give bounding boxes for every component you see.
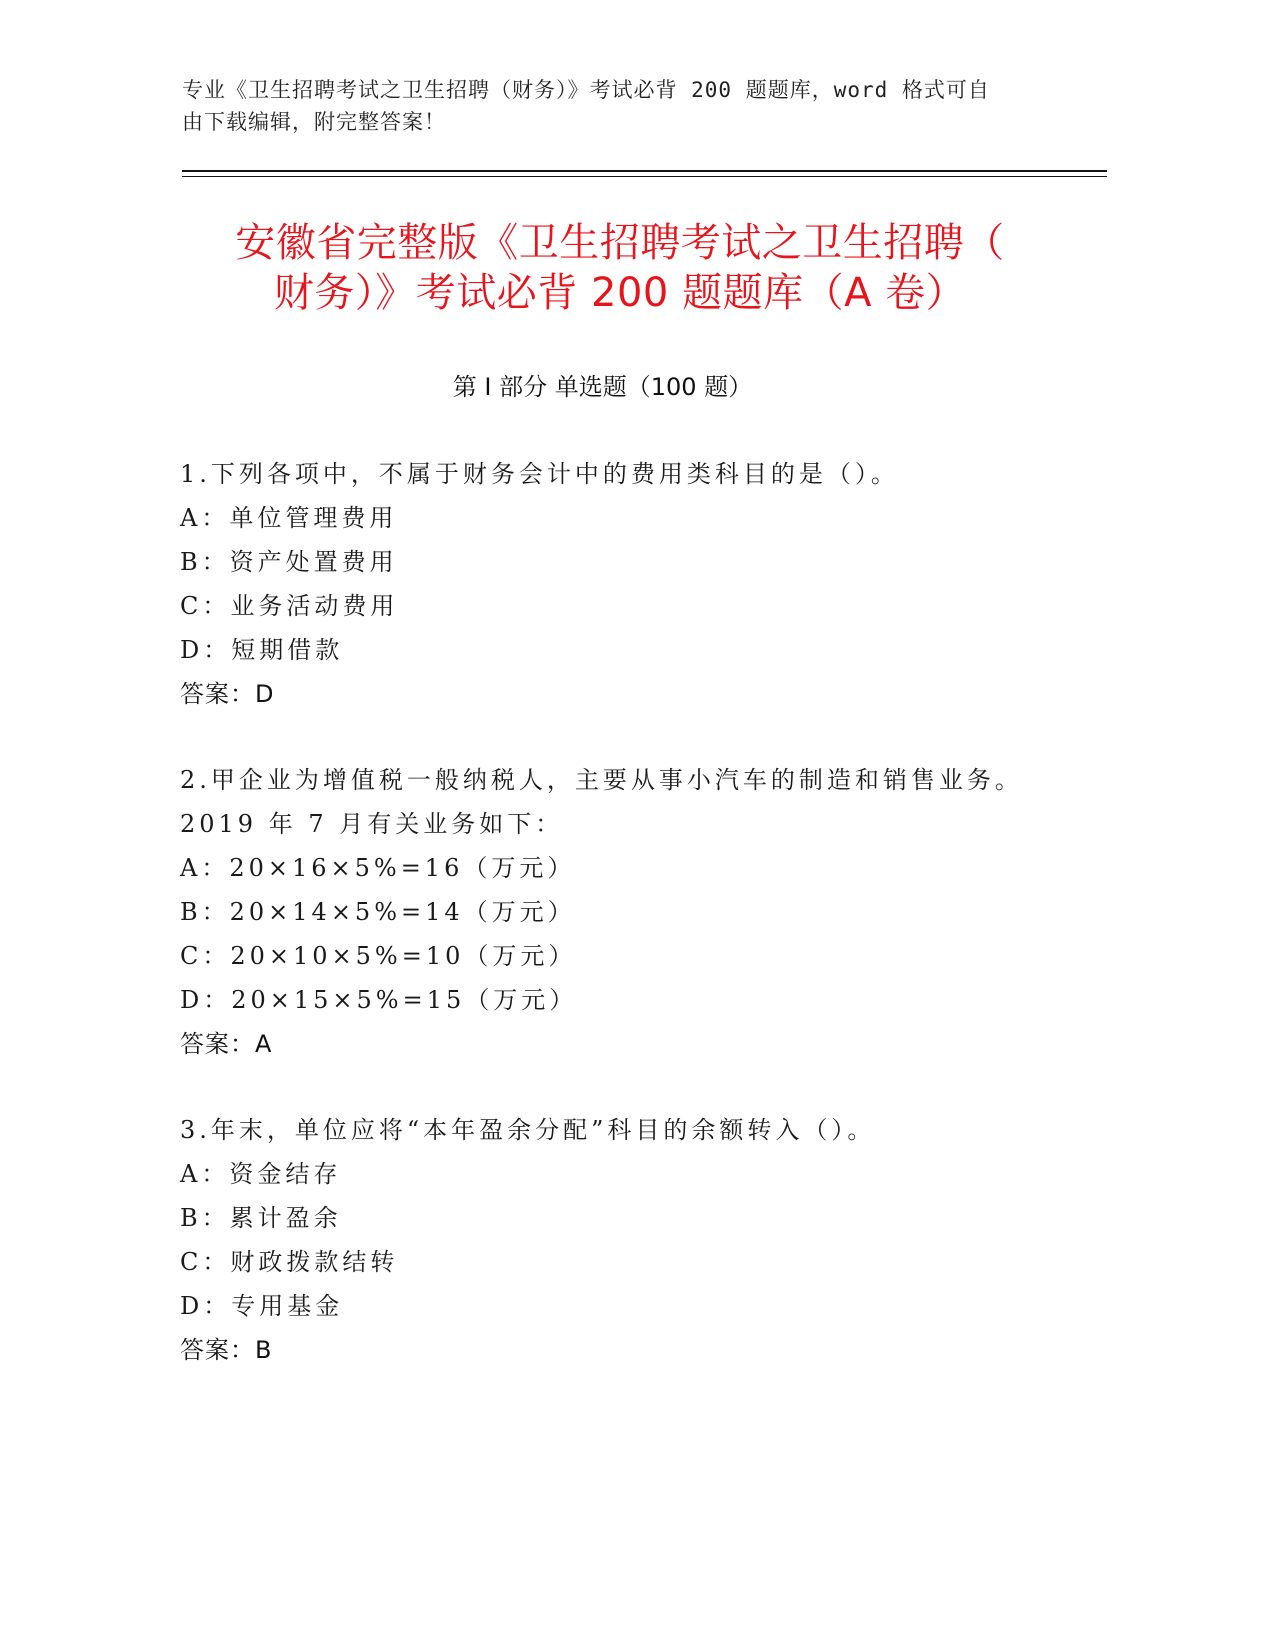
option-a: A：单位管理费用 bbox=[180, 504, 398, 532]
question-list bbox=[180, 452, 1060, 1414]
option-b: B：20×14×5%=14（万元） bbox=[180, 898, 576, 926]
header-note bbox=[182, 74, 1042, 138]
header-note-line-1: 专业《卫生招聘考试之卫生招聘（财务）》考试必背 200 题题库，word 格式可自 bbox=[182, 78, 990, 102]
document-title-line-2: 财务）》考试必背 200 题题库（A 卷） bbox=[273, 270, 967, 316]
question-2 bbox=[180, 758, 1060, 1066]
question-1 bbox=[180, 452, 1060, 716]
option-c: C：20×10×5%=10（万元） bbox=[180, 942, 577, 970]
option-a: A：资金结存 bbox=[180, 1160, 342, 1188]
header-rule-thin bbox=[182, 176, 1107, 177]
document-title-line-1: 安徽省完整版《卫生招聘考试之卫生招聘（ bbox=[235, 220, 1005, 266]
option-a: A：20×16×5%=16（万元） bbox=[180, 854, 576, 882]
option-b: B：资产处置费用 bbox=[180, 548, 398, 576]
question-stem-continued: 2019 年 7 月有关业务如下： bbox=[180, 810, 564, 838]
header-rule-thick bbox=[182, 170, 1107, 172]
header-note-line-2: 由下载编辑，附完整答案！ bbox=[182, 110, 446, 134]
answer: 答案：D bbox=[180, 680, 275, 708]
question-stem: 2.甲企业为增值税一般纳税人，主要从事小汽车的制造和销售业务。 bbox=[180, 766, 1023, 794]
option-d: D：20×15×5%=15（万元） bbox=[180, 986, 578, 1014]
document-title bbox=[140, 218, 1100, 318]
answer: 答案：A bbox=[180, 1030, 273, 1058]
option-d: D：专用基金 bbox=[180, 1292, 344, 1320]
section-heading: 第 I 部分 单选题（100 题） bbox=[452, 373, 753, 401]
option-d: D：短期借款 bbox=[180, 636, 344, 664]
question-stem: 1.下列各项中，不属于财务会计中的费用类科目的是（）。 bbox=[180, 460, 899, 488]
question-stem: 3.年末，单位应将“本年盈余分配”科目的余额转入（）。 bbox=[180, 1116, 876, 1144]
question-3 bbox=[180, 1108, 1060, 1372]
option-b: B：累计盈余 bbox=[180, 1204, 342, 1232]
option-c: C：业务活动费用 bbox=[180, 592, 399, 620]
option-c: C：财政拨款结转 bbox=[180, 1248, 399, 1276]
answer: 答案：B bbox=[180, 1336, 273, 1364]
